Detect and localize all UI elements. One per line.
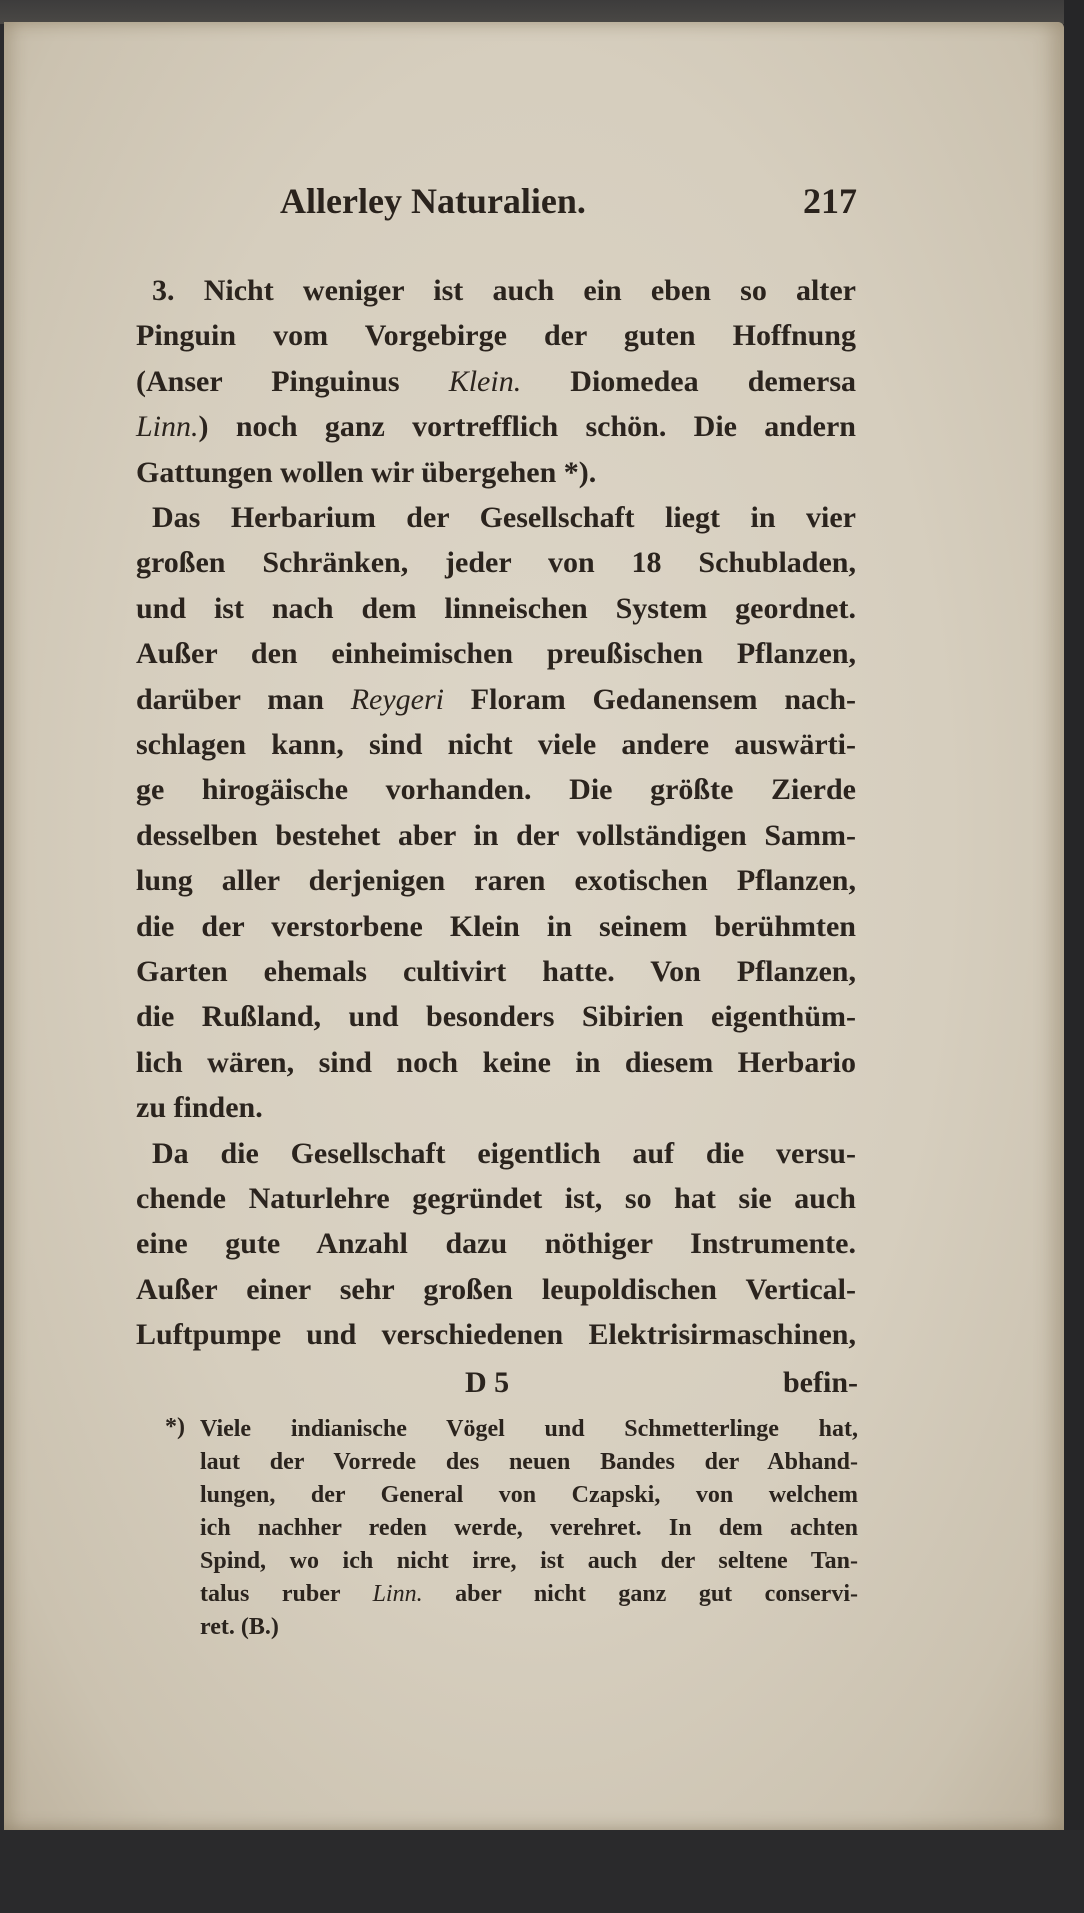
text-segment: lungen, der General von Czapski, von welchem [200, 1482, 858, 1508]
text-line [136, 1085, 856, 1130]
text-segment: desselben bestehet aber in der vollständigen Samm- [136, 818, 856, 852]
text-line [152, 268, 856, 313]
italic-text: Linn. [372, 1581, 423, 1607]
text-segment: lung aller derjenigen raren exotischen Pflanzen, [136, 864, 856, 898]
text-line [136, 586, 856, 631]
footnote-line [200, 1545, 858, 1578]
text-line [136, 450, 856, 495]
footnote-line [200, 1413, 858, 1446]
text-line [136, 631, 856, 676]
text-line [136, 722, 856, 767]
italic-text: Linn. [136, 410, 199, 444]
text-line [136, 313, 856, 358]
italic-text: Reygeri [350, 682, 444, 716]
footnote-line [200, 1611, 858, 1644]
text-segment: Da die Gesellschaft eigentlich auf die versu- [152, 1136, 856, 1170]
text-segment: Diomedea demersa [521, 364, 856, 398]
text-line [152, 1131, 856, 1176]
text-segment: chende Naturlehre gegründet ist, so hat sie auch [136, 1182, 856, 1215]
running-head: Allerley Naturalien. [280, 181, 586, 221]
text-segment: lich wären, sind noch keine in diesem Herbario [136, 1045, 856, 1079]
text-line [136, 677, 856, 722]
footnote-line [200, 1512, 858, 1545]
text-line [136, 813, 856, 858]
text-segment: aber nicht ganz gut conservi- [422, 1581, 858, 1607]
text-segment: eine gute Anzahl dazu nöthiger Instrumente. [136, 1227, 856, 1261]
text-segment: zu finden. [136, 1091, 263, 1125]
text-line [136, 904, 856, 949]
italic-text: Klein. [448, 364, 522, 398]
text-line [136, 1312, 856, 1357]
text-segment: und ist nach dem linneischen System geordnet. [136, 591, 856, 625]
footnote-line [200, 1578, 858, 1611]
text-segment: schlagen kann, sind nicht viele andere auswärti- [136, 728, 856, 761]
scan-background-right [1064, 0, 1084, 1913]
text-line [152, 495, 856, 540]
text-segment: großen Schränken, jeder von 18 Schubladen, [136, 546, 856, 580]
scan-background-top [0, 0, 1084, 24]
text-line [136, 1221, 856, 1266]
text-line [136, 994, 856, 1039]
text-segment: Das Herbarium der Gesellschaft liegt in vier [152, 501, 856, 534]
text-segment: darüber man [136, 682, 351, 716]
text-segment: Pinguin vom Vorgebirge der guten Hoffnung [136, 319, 856, 353]
text-line [136, 359, 856, 404]
text-segment: talus ruber [200, 1581, 373, 1607]
footnote-mark: *) [165, 1414, 185, 1440]
text-segment: die der verstorbene Klein in seinem berühmten [136, 909, 856, 943]
footnote-line [200, 1446, 858, 1479]
text-segment: Gattungen wollen wir übergehen *). [136, 455, 597, 489]
text-line [136, 404, 856, 449]
scan-background-bottom [0, 1830, 1084, 1913]
text-line [136, 1267, 856, 1312]
text-segment: Luftpumpe und verschiedenen Elektrisirmaschinen, [136, 1318, 856, 1352]
text-segment: Floram Gedanensem nach- [444, 682, 857, 716]
text-line [136, 540, 856, 585]
page-number: 217 [803, 181, 857, 221]
text-segment: ich nachher reden werde, verehret. In dem achten [200, 1515, 858, 1541]
text-segment: ge hirogäische vorhanden. Die größte Zierde [136, 773, 856, 807]
text-segment: 3. Nicht weniger ist auch ein eben so alter [152, 274, 856, 307]
text-line [136, 1176, 856, 1221]
text-segment: Viele indianische Vögel und Schmetterlinge hat, [200, 1416, 858, 1442]
text-segment: Außer einer sehr großen leupoldischen Vertical- [136, 1272, 856, 1306]
signature-mark: D 5 [465, 1366, 510, 1399]
text-segment: Garten ehemals cultivirt hatte. Von Pflanzen, [136, 955, 856, 988]
text-segment: (Anser Pinguinus [136, 364, 449, 398]
text-line [136, 858, 856, 903]
text-segment: ret. (B.) [200, 1614, 279, 1640]
text-line [136, 949, 856, 994]
text-line [136, 767, 856, 812]
text-segment: die Rußland, und besonders Sibirien eigenthüm- [136, 1000, 856, 1034]
footnote-line [200, 1479, 858, 1512]
text-segment: Außer den einheimischen preußischen Pflanzen, [136, 637, 856, 671]
text-line [136, 1040, 856, 1085]
text-segment: ) noch ganz vortrefflich schön. Die andern [198, 410, 856, 444]
catchword: befin- [783, 1366, 858, 1399]
text-segment: Spind, wo ich nicht irre, ist auch der seltene Tan- [200, 1548, 858, 1574]
text-segment: laut der Vorrede des neuen Bandes der Abhand- [200, 1449, 858, 1475]
